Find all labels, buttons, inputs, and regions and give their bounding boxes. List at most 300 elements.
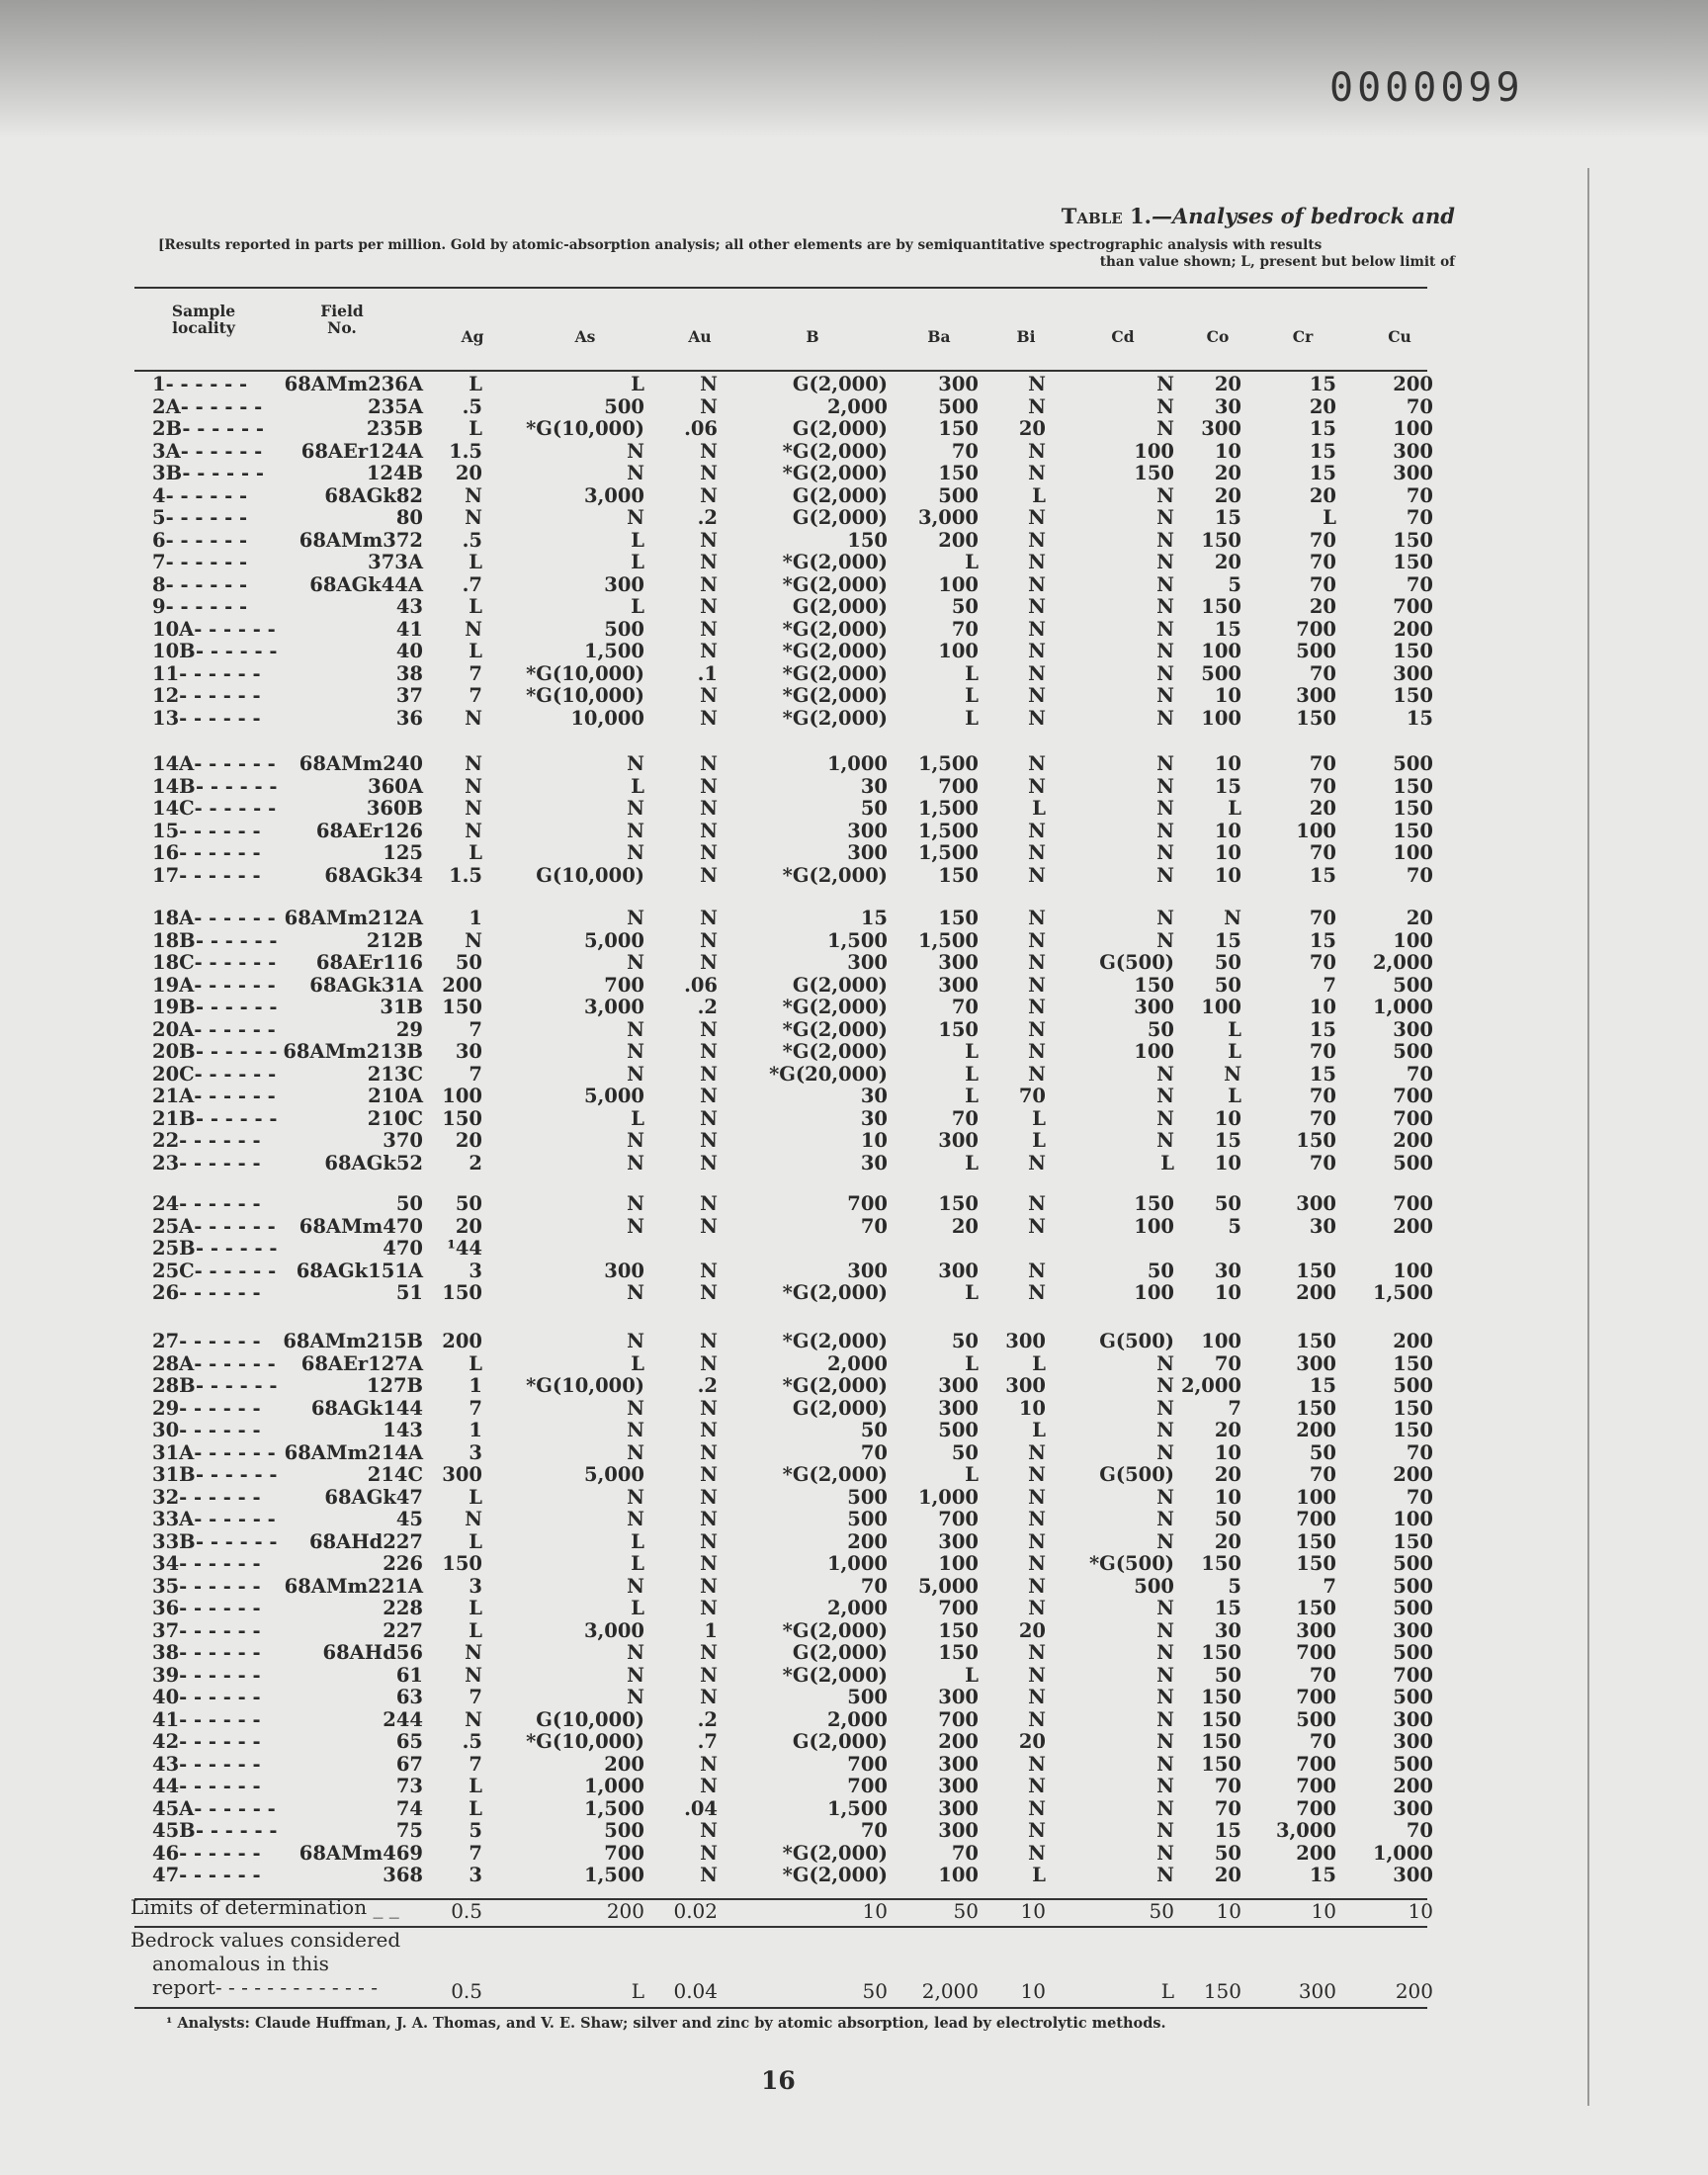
cell-co: 20 — [1214, 373, 1241, 395]
anomalous-value-bi: 10 — [1020, 1979, 1046, 2003]
cell-au: N — [700, 1330, 718, 1352]
cell-cr: 70 — [1309, 661, 1336, 685]
cell-co: 15 — [1214, 506, 1241, 529]
cell-co: 50 — [1214, 951, 1241, 974]
cell-field: 68AMm236A — [284, 373, 423, 395]
cell-au: N — [700, 1259, 718, 1282]
column-header-b: B — [806, 327, 819, 346]
cell-sample: 13- - - - - - — [152, 706, 261, 730]
cell-b: G(2,000) — [792, 506, 888, 529]
cell-cd: N — [1156, 1374, 1174, 1397]
cell-co: 50 — [1214, 1508, 1241, 1530]
cell-sample: 20C- - - - - - — [152, 1062, 277, 1086]
cell-cd: N — [1156, 863, 1174, 887]
cell-co: 10 — [1214, 819, 1241, 842]
limits-label — [130, 1895, 399, 1919]
cell-co: 5 — [1228, 572, 1241, 596]
cell-ag: 100 — [442, 1085, 482, 1107]
cell-bi: N — [1028, 684, 1046, 707]
cell-co: 15 — [1214, 617, 1241, 641]
cell-ag: N — [465, 483, 482, 507]
cell-cr: 150 — [1296, 1259, 1336, 1282]
cell-ag: 3 — [469, 1864, 482, 1886]
cell-field: 68AEr116 — [315, 951, 423, 974]
cell-cd: N — [1156, 394, 1174, 418]
cell-ag: 300 — [442, 1463, 482, 1486]
cell-field: 37 — [395, 684, 423, 707]
cell-au: N — [700, 373, 718, 395]
cell-sample: 4- - - - - - — [152, 483, 248, 507]
cell-bi: N — [1028, 706, 1046, 730]
cell-cu: 500 — [1393, 1574, 1433, 1598]
cell-field: 40 — [395, 640, 423, 662]
cell-bi: N — [1028, 928, 1046, 952]
cell-au: .2 — [697, 1374, 718, 1397]
cell-sample: 40- - - - - - — [152, 1686, 261, 1708]
document-number: 0000099 — [1329, 65, 1524, 111]
cell-ba: 300 — [938, 1529, 979, 1553]
cell-bi: N — [1028, 1259, 1046, 1282]
cell-as: G(10,000) — [536, 863, 644, 887]
cell-as: N — [627, 1281, 644, 1304]
cell-as: L — [631, 1597, 644, 1619]
anomalous-value-as: L — [631, 1979, 644, 2003]
cell-co: 50 — [1214, 973, 1241, 997]
cell-co: 10 — [1214, 684, 1241, 707]
cell-sample: 42- - - - - - — [152, 1730, 261, 1753]
cell-ba: 100 — [938, 1552, 979, 1575]
cell-ag: N — [465, 506, 482, 529]
cell-b: G(2,000) — [792, 1730, 888, 1753]
cell-cd: N — [1156, 1419, 1174, 1441]
cell-ag: N — [465, 752, 482, 775]
cell-bi: N — [1028, 752, 1046, 775]
cell-cr: 70 — [1309, 951, 1336, 974]
cell-cr: 70 — [1309, 907, 1336, 929]
cell-au: N — [700, 1574, 718, 1598]
cell-ag: 7 — [469, 1841, 482, 1865]
cell-as: N — [627, 1686, 644, 1708]
cell-ag: 50 — [455, 951, 482, 974]
cell-co: 500 — [1201, 661, 1241, 685]
cell-au: N — [700, 483, 718, 507]
cell-sample: 47- - - - - - — [152, 1864, 261, 1886]
cell-as: L — [631, 551, 644, 573]
cell-cu: 150 — [1393, 1351, 1433, 1375]
cell-cd: N — [1156, 1796, 1174, 1820]
cell-ag: 2 — [469, 1151, 482, 1174]
cell-cr: 150 — [1296, 1330, 1336, 1352]
cell-au: N — [700, 551, 718, 573]
cell-cd: 150 — [1134, 462, 1174, 484]
cell-cu: 100 — [1393, 1508, 1433, 1530]
anomalous-label-1: Bedrock values considered — [130, 1928, 401, 1952]
cell-b: *G(2,000) — [782, 1374, 888, 1397]
cell-as: N — [627, 462, 644, 484]
cell-cr: 200 — [1296, 1841, 1336, 1865]
cell-au: N — [700, 1841, 718, 1865]
cell-cu: 70 — [1406, 863, 1433, 887]
cell-as: N — [627, 1574, 644, 1598]
cell-cu: 70 — [1406, 1440, 1433, 1464]
cell-bi: L — [1032, 1106, 1046, 1130]
cell-field: 125 — [383, 841, 423, 864]
cell-au: N — [700, 797, 718, 820]
cell-ba: 1,000 — [917, 1485, 979, 1509]
cell-sample: 20A- - - - - - — [152, 1017, 276, 1041]
cell-ag: 3 — [469, 1574, 482, 1598]
cell-bi: N — [1028, 1508, 1046, 1530]
cell-cd: N — [1156, 841, 1174, 864]
cell-field: 235A — [368, 394, 423, 418]
cell-cu: 100 — [1393, 417, 1433, 440]
cell-ag: 150 — [442, 1106, 482, 1130]
cell-sample: 38- - - - - - — [152, 1641, 261, 1664]
cell-sample: 33B- - - - - - — [152, 1529, 278, 1553]
cell-field: 124B — [366, 462, 423, 484]
cell-sample: 2B- - - - - - — [152, 417, 264, 440]
cell-co: L — [1228, 1040, 1241, 1063]
cell-co: 15 — [1214, 774, 1241, 798]
cell-ba: L — [965, 1663, 979, 1687]
cell-cu: 700 — [1393, 1663, 1433, 1687]
cell-b: *G(2,000) — [782, 863, 888, 887]
cell-au: N — [700, 1351, 718, 1375]
cell-field: 67 — [395, 1752, 423, 1776]
cell-au: N — [700, 1508, 718, 1530]
cell-sample: 37- - - - - - — [152, 1618, 261, 1642]
cell-bi: N — [1028, 1574, 1046, 1598]
cell-bi: N — [1028, 1597, 1046, 1619]
cell-as: *G(10,000) — [526, 417, 644, 440]
cell-cu: 100 — [1393, 928, 1433, 952]
cell-field: 68AMm240 — [299, 752, 423, 775]
cell-b: 15 — [860, 907, 888, 929]
cell-cu: 15 — [1406, 706, 1433, 730]
cell-bi: N — [1028, 774, 1046, 798]
cell-ag: 5 — [469, 1819, 482, 1842]
cell-sample: 23- - - - - - — [152, 1151, 261, 1174]
cell-b: 50 — [860, 797, 888, 820]
cell-b: *G(2,000) — [782, 1463, 888, 1486]
cell-co: 100 — [1201, 706, 1241, 730]
cell-ba: 70 — [951, 996, 979, 1018]
cell-cd: N — [1156, 797, 1174, 820]
cell-ba: 70 — [951, 1841, 979, 1865]
cell-ag: L — [469, 1618, 482, 1642]
cell-au: N — [700, 640, 718, 662]
cell-au: N — [700, 1192, 718, 1215]
cell-co: 15 — [1214, 928, 1241, 952]
cell-cd: N — [1156, 1663, 1174, 1687]
anomalous-label-3 — [152, 1975, 378, 1999]
cell-ba: L — [965, 1062, 979, 1086]
header-note-line-2: than value shown; L, present but below limit of — [1099, 254, 1455, 270]
cell-cr: 70 — [1309, 774, 1336, 798]
cell-cd: 100 — [1134, 1214, 1174, 1238]
cell-cr: 7 — [1323, 1574, 1336, 1598]
cell-ag: N — [465, 774, 482, 798]
cell-field: 143 — [383, 1419, 423, 1441]
cell-cr: 3,000 — [1275, 1819, 1336, 1842]
cell-ba: 150 — [938, 1618, 979, 1642]
cell-field: 68AGk47 — [324, 1485, 423, 1509]
cell-co: 15 — [1214, 1597, 1241, 1619]
cell-ag: L — [469, 373, 482, 395]
cell-sample: 21A- - - - - - — [152, 1085, 276, 1107]
cell-as: 700 — [604, 1841, 644, 1865]
cell-sample: 25C- - - - - - — [152, 1259, 277, 1282]
cell-co: 15 — [1214, 1819, 1241, 1842]
cell-ba: 70 — [951, 1106, 979, 1130]
cell-as: 5,000 — [583, 928, 644, 952]
cell-au: .04 — [684, 1796, 718, 1820]
cell-cu: 500 — [1393, 1374, 1433, 1397]
cell-cd: N — [1156, 1485, 1174, 1509]
cell-as: N — [627, 1040, 644, 1063]
cell-ag: .7 — [462, 572, 482, 596]
cell-sample: 28A- - - - - - — [152, 1351, 276, 1375]
cell-cu: 70 — [1406, 1062, 1433, 1086]
cell-co: 20 — [1214, 462, 1241, 484]
cell-b: *G(20,000) — [769, 1062, 888, 1086]
cell-au: .06 — [684, 973, 718, 997]
cell-b: 70 — [860, 1819, 888, 1842]
cell-field: 226 — [383, 1552, 423, 1575]
cell-sample: 19B- - - - - - — [152, 996, 278, 1018]
cell-b: 30 — [860, 1106, 888, 1130]
cell-cr: 20 — [1309, 483, 1336, 507]
cell-field: 61 — [395, 1663, 423, 1687]
cell-cd: N — [1156, 1440, 1174, 1464]
cell-co: 150 — [1201, 1752, 1241, 1776]
cell-ag: 3 — [469, 1440, 482, 1464]
cell-b: G(2,000) — [792, 1641, 888, 1664]
cell-cr: 15 — [1309, 417, 1336, 440]
cell-cr: 70 — [1309, 1106, 1336, 1130]
cell-sample: 27- - - - - - — [152, 1330, 261, 1352]
cell-sample: 33A- - - - - - — [152, 1508, 276, 1530]
cell-cd: N — [1156, 1351, 1174, 1375]
cell-ag: L — [469, 640, 482, 662]
cell-ag: 1 — [469, 907, 482, 929]
cell-cr: 300 — [1296, 1351, 1336, 1375]
cell-cu: 150 — [1393, 797, 1433, 820]
cell-as: N — [627, 1330, 644, 1352]
cell-ag: .5 — [462, 1730, 482, 1753]
cell-cr: 700 — [1296, 1641, 1336, 1664]
cell-sample: 31B- - - - - - — [152, 1463, 278, 1486]
cell-cr: 70 — [1309, 1085, 1336, 1107]
cell-sample: 43- - - - - - — [152, 1752, 261, 1776]
cell-as: L — [631, 1106, 644, 1130]
cell-cd: 300 — [1134, 996, 1174, 1018]
table-header-note — [158, 237, 1455, 271]
cell-cr: 150 — [1296, 706, 1336, 730]
cell-sample: 45B- - - - - - — [152, 1819, 278, 1842]
cell-cd: N — [1156, 595, 1174, 618]
cell-co: 7 — [1228, 1396, 1241, 1420]
cell-co: 10 — [1214, 1151, 1241, 1174]
cell-sample: 18C- - - - - - — [152, 951, 277, 974]
cell-ag: 7 — [469, 1752, 482, 1776]
cell-cd: N — [1156, 752, 1174, 775]
cell-cd: G(500) — [1099, 951, 1174, 974]
cell-cr: 15 — [1309, 439, 1336, 463]
cell-cd: N — [1156, 1062, 1174, 1086]
cell-sample: 29- - - - - - — [152, 1396, 261, 1420]
cell-cd: 500 — [1134, 1574, 1174, 1598]
cell-cd: N — [1156, 1819, 1174, 1842]
cell-field: 68AMm213B — [283, 1040, 423, 1063]
cell-ba: 300 — [938, 973, 979, 997]
cell-cd: N — [1156, 1396, 1174, 1420]
cell-co: 150 — [1201, 1686, 1241, 1708]
cell-cr: 150 — [1296, 1129, 1336, 1152]
cell-au: N — [700, 1396, 718, 1420]
column-header-co: Co — [1206, 327, 1230, 346]
cell-au: N — [700, 928, 718, 952]
cell-bi: N — [1028, 1641, 1046, 1664]
cell-co: 50 — [1214, 1841, 1241, 1865]
cell-co: 20 — [1214, 1864, 1241, 1886]
cell-ba: 300 — [938, 373, 979, 395]
cell-sample: 36- - - - - - — [152, 1597, 261, 1619]
cell-au: N — [700, 1663, 718, 1687]
cell-bi: L — [1032, 1864, 1046, 1886]
page-edge-rule — [1587, 168, 1589, 2106]
cell-bi: N — [1028, 506, 1046, 529]
cell-au: N — [700, 1085, 718, 1107]
limits-value-au: 0.02 — [673, 1899, 718, 1923]
cell-cr: 15 — [1309, 928, 1336, 952]
cell-cu: 150 — [1393, 528, 1433, 552]
cell-field: 45 — [395, 1508, 423, 1530]
cell-cu: 500 — [1393, 1686, 1433, 1708]
column-header-cu: Cu — [1388, 327, 1411, 346]
column-header-as: As — [574, 327, 596, 346]
cell-co: 50 — [1214, 1192, 1241, 1215]
cell-sample: 22- - - - - - — [152, 1129, 261, 1152]
cell-co: 70 — [1214, 1351, 1241, 1375]
cell-ba: L — [965, 1351, 979, 1375]
cell-as: G(10,000) — [536, 1707, 644, 1731]
cell-bi: N — [1028, 1485, 1046, 1509]
cell-cd: N — [1156, 684, 1174, 707]
cell-ag: 20 — [455, 462, 482, 484]
cell-co: 20 — [1214, 1529, 1241, 1553]
cell-b: 70 — [860, 1574, 888, 1598]
cell-cu: 300 — [1393, 1618, 1433, 1642]
cell-as: L — [631, 774, 644, 798]
cell-ba: 150 — [938, 1641, 979, 1664]
cell-co: 150 — [1201, 1552, 1241, 1575]
cell-bi: N — [1028, 1214, 1046, 1238]
cell-cu: 500 — [1393, 752, 1433, 775]
cell-ba: 100 — [938, 572, 979, 596]
cell-ag: 200 — [442, 973, 482, 997]
cell-sample: 26- - - - - - — [152, 1281, 261, 1304]
cell-cd: N — [1156, 1618, 1174, 1642]
cell-b: *G(2,000) — [782, 996, 888, 1018]
cell-co: 20 — [1214, 483, 1241, 507]
cell-as: 1,000 — [583, 1775, 644, 1797]
cell-cu: 700 — [1393, 1085, 1433, 1107]
cell-b: 1,000 — [826, 752, 888, 775]
cell-cd: G(500) — [1099, 1330, 1174, 1352]
cell-cu: 500 — [1393, 1752, 1433, 1776]
cell-au: N — [700, 572, 718, 596]
table-title — [1062, 204, 1455, 228]
limits-value-cd: 50 — [1149, 1899, 1174, 1923]
cell-sample: 3A- - - - - - — [152, 439, 263, 463]
cell-cr: 150 — [1296, 1597, 1336, 1619]
cell-co: 150 — [1201, 528, 1241, 552]
cell-cd: N — [1156, 551, 1174, 573]
cell-ag: N — [465, 706, 482, 730]
cell-cu: 150 — [1393, 1419, 1433, 1441]
cell-bi: N — [1028, 1707, 1046, 1731]
cell-ba: 200 — [938, 1730, 979, 1753]
cell-au: N — [700, 1106, 718, 1130]
cell-ba: 300 — [938, 1752, 979, 1776]
cell-ba: 150 — [938, 907, 979, 929]
cell-sample: 14A- - - - - - — [152, 752, 276, 775]
cell-bi: L — [1032, 1129, 1046, 1152]
cell-co: N — [1224, 907, 1241, 929]
cell-cu: 300 — [1393, 661, 1433, 685]
cell-bi: N — [1028, 528, 1046, 552]
cell-cr: 70 — [1309, 1463, 1336, 1486]
cell-cd: N — [1156, 1129, 1174, 1152]
cell-ag: ¹44 — [447, 1237, 482, 1260]
cell-co: 20 — [1214, 1463, 1241, 1486]
cell-as: L — [631, 1552, 644, 1575]
cell-as: L — [631, 1351, 644, 1375]
cell-sample: 14B- - - - - - — [152, 774, 278, 798]
cell-ba: 150 — [938, 1017, 979, 1041]
cell-au: N — [700, 684, 718, 707]
cell-au: N — [700, 595, 718, 618]
cell-field: 210A — [368, 1085, 423, 1107]
page-number: 16 — [761, 2066, 796, 2095]
cell-cr: 500 — [1296, 1707, 1336, 1731]
cell-cd: N — [1156, 661, 1174, 685]
cell-ba: 300 — [938, 1775, 979, 1797]
cell-ba: 300 — [938, 1396, 979, 1420]
limits-value-ba: 50 — [953, 1899, 979, 1923]
cell-bi: N — [1028, 1663, 1046, 1687]
cell-ba: 150 — [938, 462, 979, 484]
cell-cr: 500 — [1296, 640, 1336, 662]
cell-cr: 15 — [1309, 1062, 1336, 1086]
cell-cd: N — [1156, 1508, 1174, 1530]
cell-ag: N — [465, 819, 482, 842]
cell-sample: 17- - - - - - — [152, 863, 261, 887]
cell-sample: 25B- - - - - - — [152, 1237, 278, 1260]
cell-field: 65 — [395, 1730, 423, 1753]
cell-au: .2 — [697, 996, 718, 1018]
cell-bi: N — [1028, 1819, 1046, 1842]
cell-b: 1,500 — [826, 928, 888, 952]
cell-cd: N — [1156, 572, 1174, 596]
anomalous-value-cr: 300 — [1298, 1979, 1336, 2003]
cell-bi: N — [1028, 841, 1046, 864]
cell-b: *G(2,000) — [782, 1017, 888, 1041]
cell-as: N — [627, 1017, 644, 1041]
cell-au: N — [700, 1463, 718, 1486]
cell-cr: 300 — [1296, 1192, 1336, 1215]
